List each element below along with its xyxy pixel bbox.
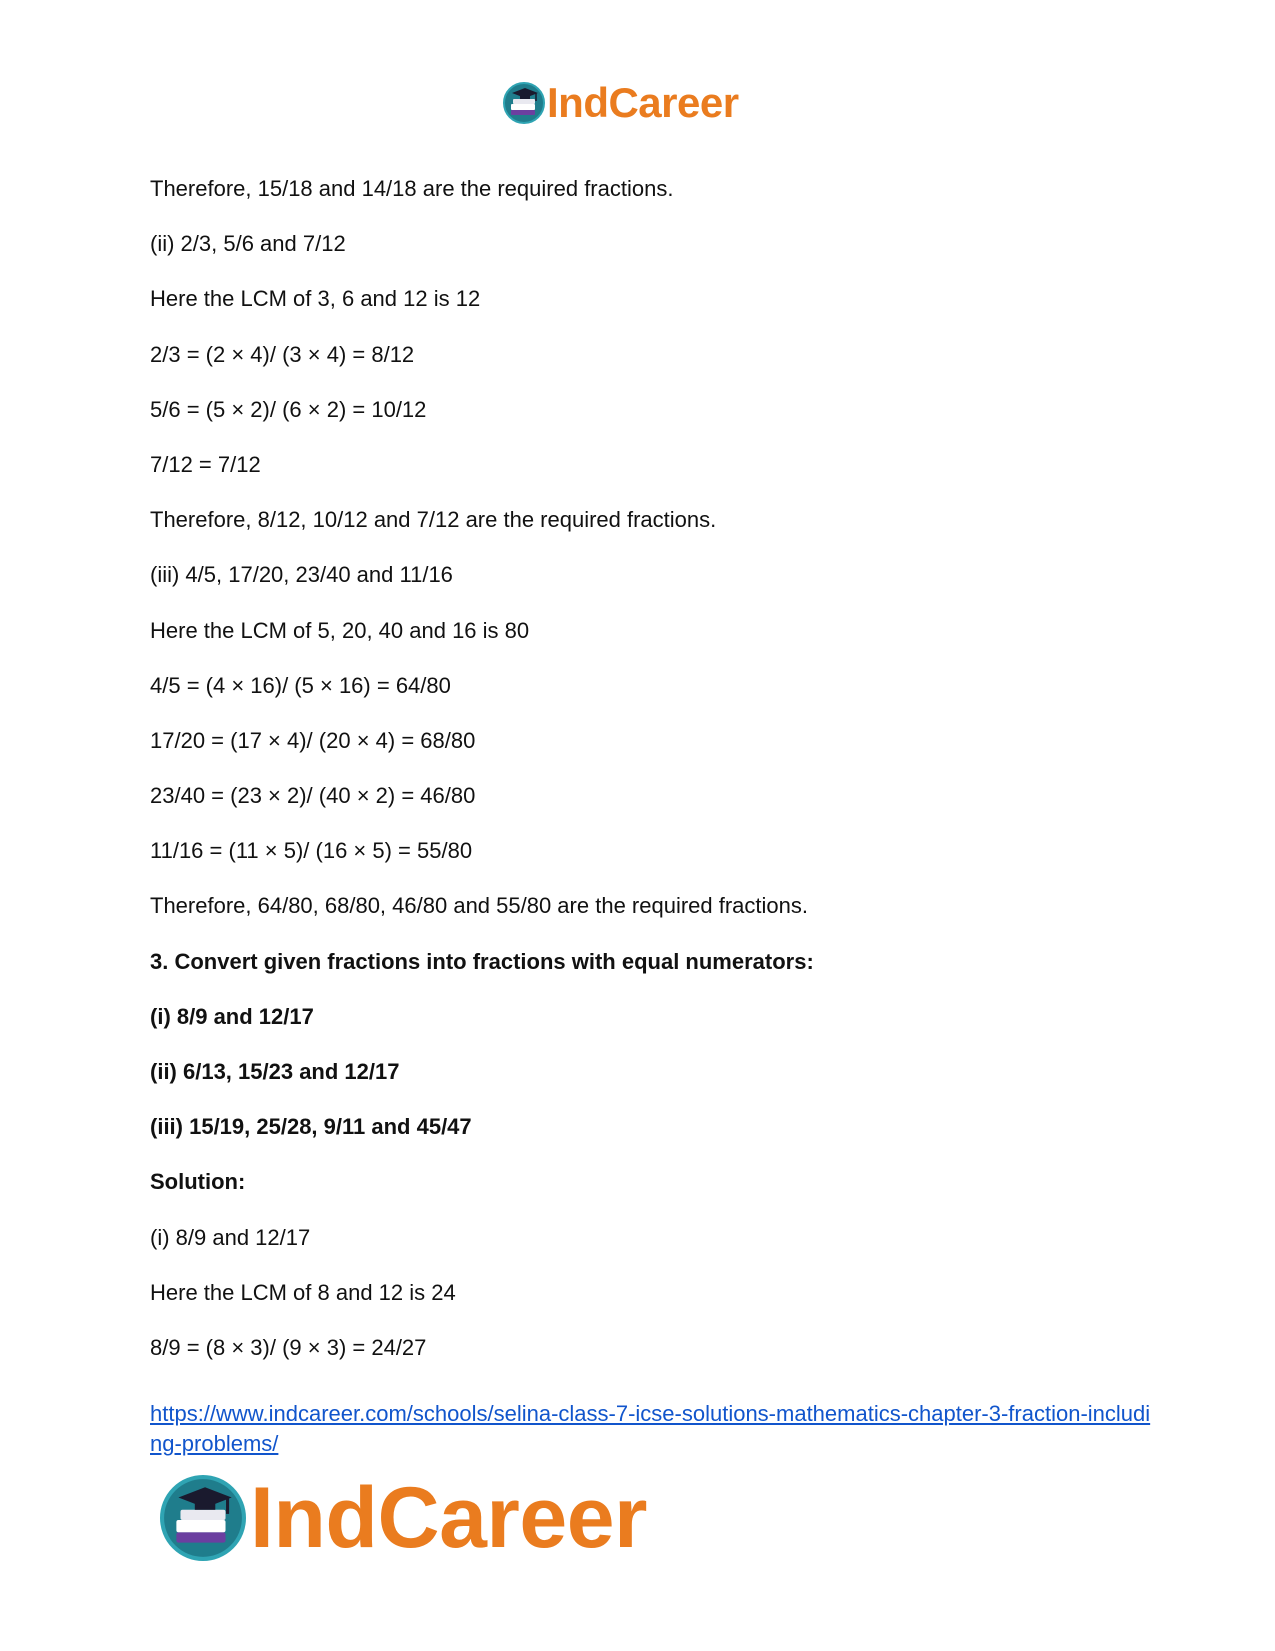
text-line: 7/12 = 7/12 <box>150 451 261 477</box>
text-line: (ii) 2/3, 5/6 and 7/12 <box>150 231 346 257</box>
text-line: 23/40 = (23 × 2)/ (40 × 2) = 46/80 <box>150 783 476 809</box>
question-heading: 3. Convert given fractions into fractions with equal numerators: <box>150 948 814 974</box>
text-line: (i) 8/9 and 12/17 <box>150 1224 311 1250</box>
text-line: Therefore, 8/12, 10/12 and 7/12 are the required fractions. <box>150 507 717 533</box>
text-line: 17/20 = (17 × 4)/ (20 × 4) = 68/80 <box>150 727 476 753</box>
question-part: (iii) 15/19, 25/28, 9/11 and 45/47 <box>150 1114 472 1140</box>
graduation-books-icon <box>160 1475 246 1561</box>
footer-logo <box>160 1468 700 1568</box>
logo-text: IndCareer <box>250 1470 647 1566</box>
text-line: Here the LCM of 5, 20, 40 and 16 is 80 <box>150 617 530 643</box>
text-line: 5/6 = (5 × 2)/ (6 × 2) = 10/12 <box>150 396 427 422</box>
header-logo <box>503 78 773 128</box>
text-line: 4/5 = (4 × 16)/ (5 × 16) = 64/80 <box>150 672 451 698</box>
text-line: 8/9 = (8 × 3)/ (9 × 3) = 24/27 <box>150 1334 427 1360</box>
question-part: (ii) 6/13, 15/23 and 12/17 <box>150 1059 400 1084</box>
source-link[interactable]: https://www.indcareer.com/schools/selina-class-7-icse-solutions-mathematics-chapter-3-fraction-including-problems/ <box>150 1401 1151 1456</box>
text-line: Here the LCM of 8 and 12 is 24 <box>150 1279 456 1305</box>
text-line: Therefore, 64/80, 68/80, 46/80 and 55/80 are the required fractions. <box>150 893 809 919</box>
text-line: 11/16 = (11 × 5)/ (16 × 5) = 55/80 <box>150 838 473 864</box>
graduation-books-icon <box>503 82 545 124</box>
text-line: 2/3 = (2 × 4)/ (3 × 4) = 8/12 <box>150 341 415 367</box>
document-body <box>150 176 1140 1390</box>
question-part: (i) 8/9 and 12/17 <box>150 1003 314 1029</box>
logo-text: IndCareer <box>547 79 739 126</box>
solution-heading: Solution: <box>150 1169 246 1195</box>
text-line: (iii) 4/5, 17/20, 23/40 and 11/16 <box>150 562 453 588</box>
text-line: Therefore, 15/18 and 14/18 are the required fractions. <box>150 176 674 201</box>
text-line: Here the LCM of 3, 6 and 12 is 12 <box>150 286 481 312</box>
